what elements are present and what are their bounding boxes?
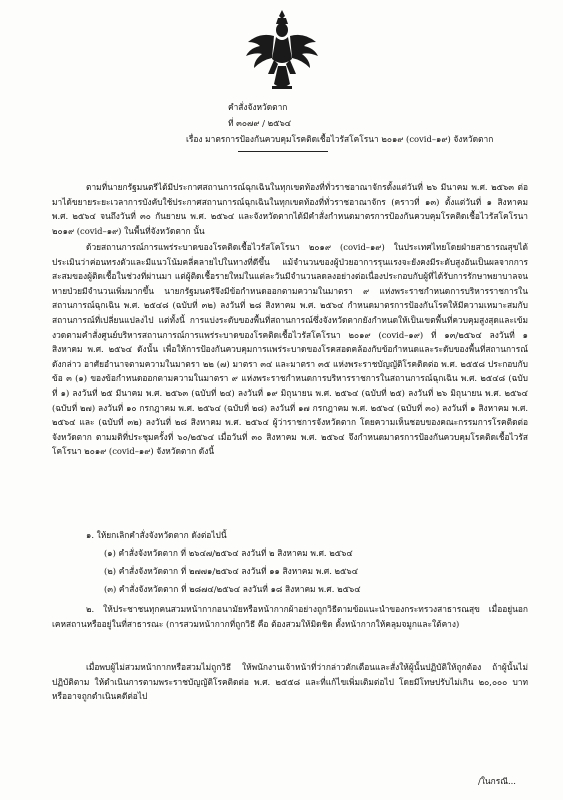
- order-number: ที่ ๓๐๗๙ / ๒๕๖๔: [228, 118, 292, 128]
- order-title: คำสั่งจังหวัดตาก: [228, 102, 288, 112]
- item-1: ๑. ให้ยกเลิกคำสั่งจังหวัดตาก ดังต่อไปนี้: [86, 530, 227, 540]
- sub-item-2: (๒) คำสั่งจังหวัดตาก ที่ ๒๗๗๑/๒๕๖๔ ลงวันที่ ๑๑ สิงหาคม พ.ศ. ๒๕๖๔: [104, 566, 359, 576]
- paragraph-penalty-text: เมื่อพบผู้ไม่สวมหน้ากากหรือสวมไม่ถูกวิธี ให้พนักงานเจ้าหน้าที่ว่ากล่าวตักเตือนและสั่งให้ผู้นั้นปฏิบัติให้ถูกต้อง ถ้าผู้นั้นไม่ปฏิบัติตาม ให้ดำเนินการตามพระราชบัญญัติโรคติดต่อ พ.ศ. ๒๕๕๘ และที่แก้ไขเพิ่มเติมต่อไป โดยมีโทษปรับไม่เกิน ๒๐,๐๐๐ บาท หรืออาจถูกดำเนินคดีต่อไป: [52, 662, 528, 702]
- paragraph-penalty: [52, 660, 528, 704]
- sub-item-3: (๓) คำสั่งจังหวัดตาก ที่ ๒๘๗๔/๒๕๖๔ ลงวันที่ ๑๘ สิงหาคม พ.ศ. ๒๕๖๔: [104, 584, 361, 594]
- sub-item-1: (๑) คำสั่งจังหวัดตาก ที่ ๒๖๔๗/๒๕๖๔ ลงวันที่ ๒ สิงหาคม พ.ศ. ๒๕๖๔: [104, 548, 353, 558]
- continuation-marker: /ในกรณี...: [478, 776, 516, 786]
- paragraph-intro: [52, 180, 528, 238]
- paragraph-situation-text: ด้วยสถานการณ์การแพร่ระบาดของโรคติดเชื้อไวรัสโคโรนา ๒๐๑๙ (covid–๑๙) ในประเทศไทยโดยฝ่ายสาธารณสุขได้ประเมินว่าค่อนทรงตัวและมีแนวโน้มคลี่คลายไปในทางที่ดีขึ้น แม้จำนวนของผู้ป่วยอาการรุนแรงจะยังคงมีระดับสูงอันเป็นผลจากการสะสมของผู้ติดเชื้อในช่วงที่ผ่านมา แต่ผู้ติดเชื้อรายใหม่ในแต่ละวันมีจำนวนลดลงอย่างต่อเนื่องประกอบกับผู้ที่ได้รับการรักษาพยาบาลจนหายป่วยมีจำนวนเพิ่มมากขึ้น นายกรัฐมนตรีจึงมีข้อกำหนดออกตามความในมาตรา ๙ แห่งพระราชกำหนดการบริหารราชการในสถานการณ์ฉุกเฉิน พ.ศ. ๒๕๔๘ (ฉบับที่ ๓๒) ลงวันที่ ๒๘ สิงหาคม พ.ศ. ๒๕๖๔ กำหนดมาตรการป้องกันโรคให้มีความเหมาะสมกับสถานการณ์ที่เปลี่ยนแปลงไป แต่ทั้งนี้ การแบ่งระดับของพื้นที่สถานการณ์ซึ่งจังหวัดตากยังกำหนดให้เป็นเขตพื้นที่ควบคุมสูงสุดและเข้มงวดตามคำสั่งศูนย์บริหารสถานการณ์การแพร่ระบาดของโรคติดเชื้อไวรัสโคโรนา ๒๐๑๙ (covid–๑๙) ที่ ๑๓/๒๕๖๔ ลงวันที่ ๑ สิงหาคม พ.ศ. ๒๕๖๔ ดังนั้น เพื่อให้การป้องกันควบคุมการแพร่ระบาดของโรคสอดคล้องกับข้อกำหนดและระดับของพื้นที่สถานการณ์ดังกล่าว อาศัยอำนาจตามความในมาตรา ๒๒ (๗) มาตรา ๓๔ และมาตรา ๓๕ แห่งพระราชบัญญัติโรคติดต่อ พ.ศ. ๒๕๕๘ ประกอบกับข้อ ๓ (๑) ของข้อกำหนดออกตามความในมาตรา ๙ แห่งพระราชกำหนดการบริหารราชการในสถานการณ์ฉุกเฉิน พ.ศ. ๒๕๔๘ (ฉบับที่ ๑) ลงวันที่ ๒๕ มีนาคม พ.ศ. ๒๕๖๓ (ฉบับที่ ๒๔) ลงวันที่ ๑๙ มิถุนายน พ.ศ. ๒๕๖๔ (ฉบับที่ ๒๕) ลงวันที่ ๒๖ มิถุนายน พ.ศ. ๒๕๖๔ (ฉบับที่ ๒๗) ลงวันที่ ๑๐ กรกฎาคม พ.ศ. ๒๕๖๔ (ฉบับที่ ๒๘) ลงวันที่ ๑๗ กรกฎาคม พ.ศ. ๒๕๖๔ (ฉบับที่ ๓๐) ลงวันที่ ๑ สิงหาคม พ.ศ. ๒๕๖๔ และ (ฉบับที่ ๓๒) ลงวันที่ ๒๘ สิงหาคม พ.ศ. ๒๕๖๔ ผู้ว่าราชการจังหวัดตาก โดยความเห็นชอบของคณะกรรมการโรคติดต่อจังหวัดตาก ตามมติที่ประชุมครั้งที่ ๖๐/๒๕๖๔ เมื่อวันที่ ๓๐ สิงหาคม พ.ศ. ๒๕๖๔ จึงกำหนดมาตรการป้องกันควบคุมโรคติดเชื้อไวรัสโคโรนา ๒๐๑๙ (covid–๑๙) จังหวัดตาก ดังนี้: [52, 242, 528, 457]
- paragraph-situation: [52, 240, 528, 459]
- item-2: [52, 602, 528, 631]
- item-2-text: ๒. ให้ประชาชนทุกคนสวมหน้ากากอนามัยหรือหน้ากากผ้าอย่างถูกวิธีตามข้อแนะนำของกระทรวงสาธารณสุข เมื่ออยู่นอกเคหสถานหรืออยู่ในที่สาธารณะ (การสวมหน้ากากที่ถูกวิธี คือ ต้องสวมให้มิดชิด ตั้งหน้ากากให้คลุมจมูกและใต้คาง): [52, 604, 528, 629]
- order-subject: เรื่อง มาตรการป้องกันควบคุมโรคติดเชื้อไวรัสโคโรนา ๒๐๑๙ (covid–๑๙) จังหวัดตาก: [186, 134, 494, 144]
- paragraph-intro-text: ตามที่นายกรัฐมนตรีได้มีประกาศสถานการณ์ฉุกเฉินในทุกเขตท้องที่ทั่วราชอาณาจักรตั้งแต่วันที่ ๒๖ มีนาคม พ.ศ. ๒๕๖๓ ต่อมาได้ขยายระยะเวลาการบังคับใช้ประกาศสถานการณ์ฉุกเฉินในทุกเขตท้องที่ทั่วราชอาณาจักร (คราวที่ ๑๓) ตั้งแต่วันที่ ๑ สิงหาคม พ.ศ. ๒๕๖๔ จนถึงวันที่ ๓๐ กันยายน พ.ศ. ๒๕๖๔ และจังหวัดตากได้มีคำสั่งกำหนดมาตรการป้องกันควบคุมโรคติดเชื้อไวรัสโคโรนา ๒๐๑๙ (covid–๑๙) ในพื้นที่จังหวัดตาก นั้น: [52, 182, 528, 236]
- garuda-emblem-icon: [244, 6, 320, 92]
- divider: [238, 151, 328, 152]
